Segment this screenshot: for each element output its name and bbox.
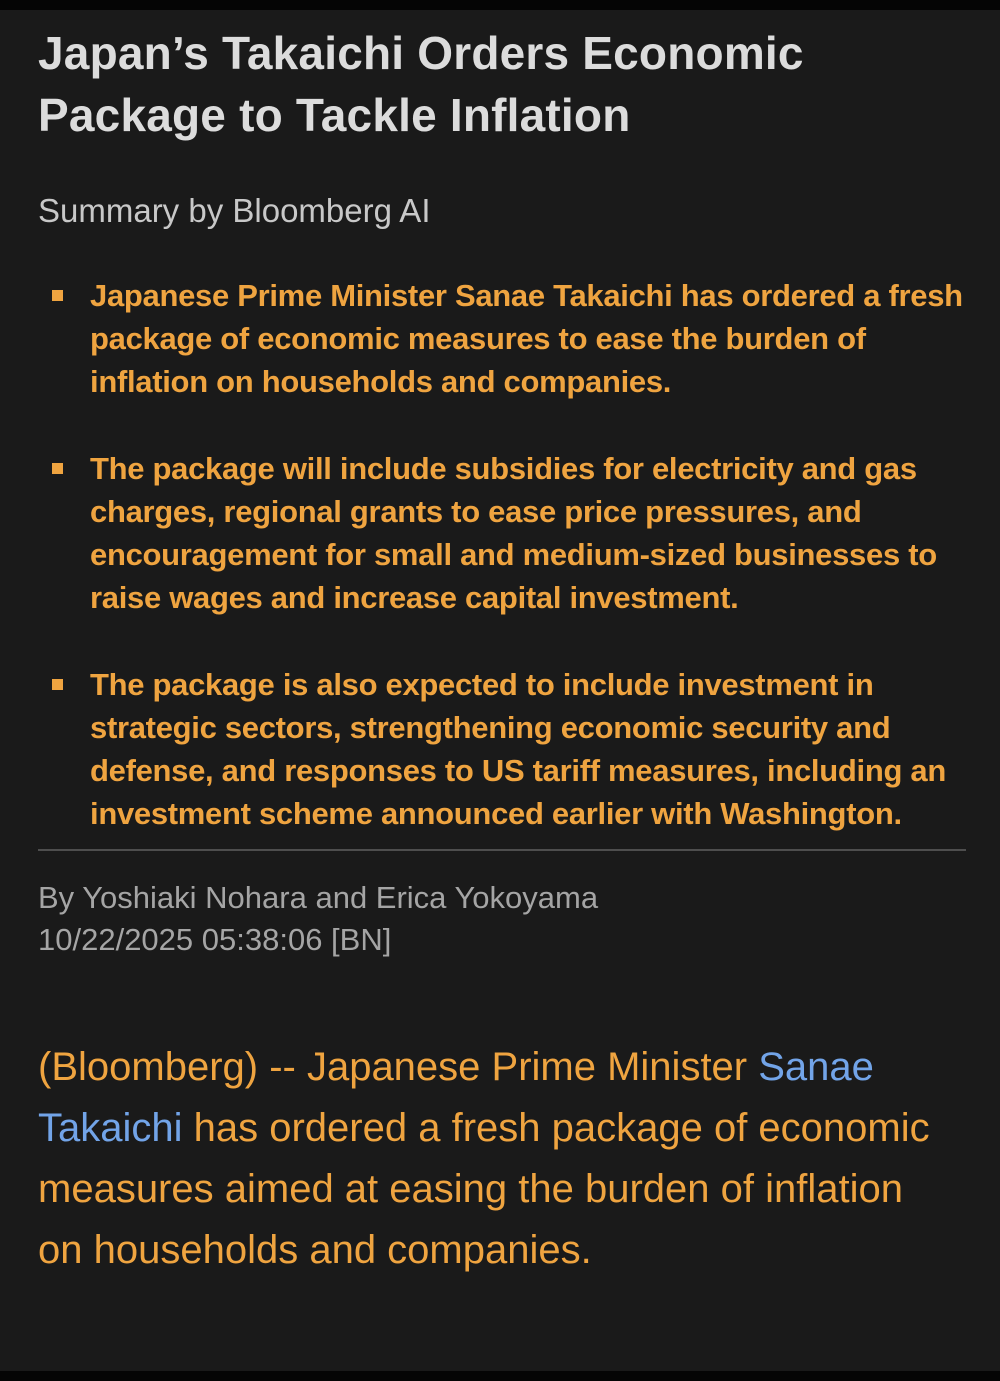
article-headline: Japan’s Takaichi Orders Economic Package to Tackle Inflation — [38, 27, 804, 141]
bottom-edge-bar — [0, 1371, 1000, 1381]
summary-bullet-3 — [38, 663, 966, 835]
summary-bullet-text: The package is also expected to include investment in strategic sectors, strengthening economic security and defense, and responses to US tariff measures, including an investment scheme announced earlier with Washington. — [90, 667, 946, 831]
bullet-square-icon — [52, 290, 63, 301]
ai-summary-bullet-list — [38, 274, 966, 835]
article-content — [0, 10, 1000, 1321]
bullet-square-icon — [52, 463, 63, 474]
sanae-takaichi-link[interactable]: Sanae Takaichi — [38, 1045, 874, 1150]
bullet-square-icon — [52, 679, 63, 690]
summary-bullet-text: Japanese Prime Minister Sanae Takaichi has ordered a fresh package of economic measures to ease the burden of inflation on households and companies. — [90, 278, 963, 399]
body-text-suffix: has ordered a fresh package of economic measures aimed at easing the burden of inflation on households and companies. — [38, 1106, 930, 1272]
byline-block — [38, 877, 966, 961]
summary-divider — [38, 849, 966, 851]
summary-bullet-2 — [38, 447, 966, 619]
summary-bullet-1 — [38, 274, 966, 403]
timestamp: 10/22/2025 05:38:06 [BN] — [38, 922, 392, 957]
summary-bullet-text: The package will include subsidies for electricity and gas charges, regional grants to ease price pressures, and encouragement for small and medium-sized businesses to raise wages and increase capital investment. — [90, 451, 937, 615]
summary-by-bloomberg-ai-label: Summary by Bloomberg AI — [38, 192, 431, 229]
article-body-paragraph — [38, 1037, 938, 1281]
byline: By Yoshiaki Nohara and Erica Yokoyama — [38, 880, 599, 915]
top-edge-bar — [0, 0, 1000, 10]
body-text-prefix: (Bloomberg) -- Japanese Prime Minister — [38, 1045, 759, 1089]
